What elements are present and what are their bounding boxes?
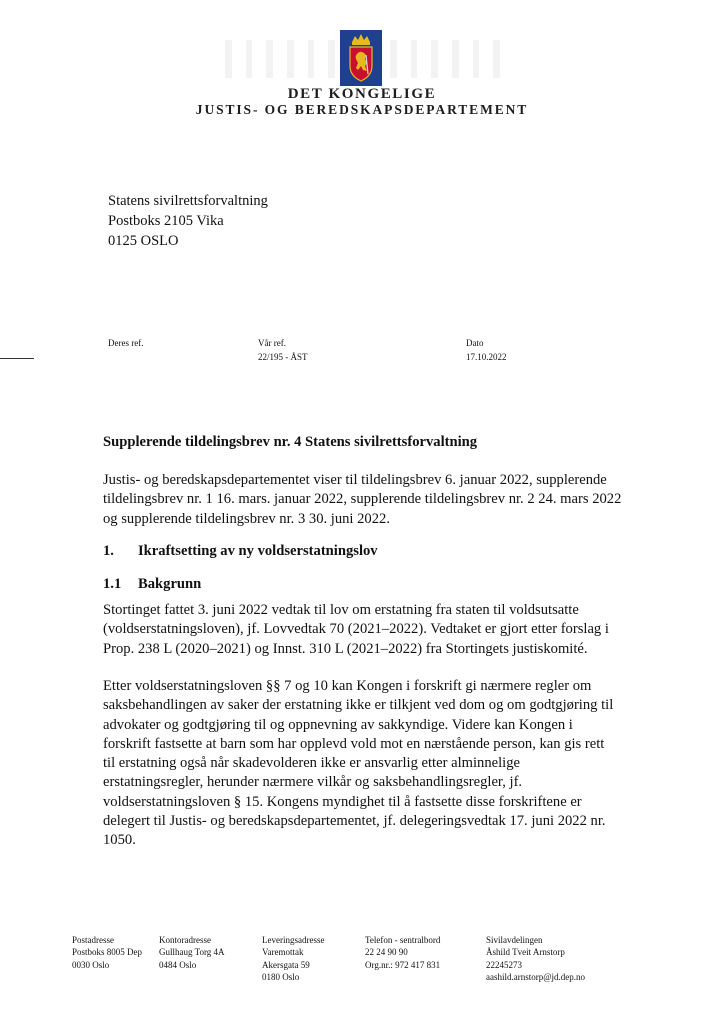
section-title: Ikraftsetting av ny voldserstatningslov <box>138 543 378 559</box>
text-line: 1050. <box>103 832 136 849</box>
footer-line: Postboks 8005 Dep <box>72 947 143 958</box>
footer-phone <box>365 934 440 971</box>
recipient-name: Statens sivilrettsforvaltning <box>108 193 268 209</box>
letter-subject: Supplerende tildelingsbrev nr. 4 Statens sivilrettsforvaltning <box>103 434 478 450</box>
recipient-po-box: Postboks 2105 Vika <box>108 213 224 229</box>
footer-line: 22245273 <box>486 959 522 970</box>
your-reference <box>108 336 143 350</box>
department-heading-line1: DET KONGELIGE <box>287 86 437 102</box>
footer-line: Postadresse <box>72 935 114 945</box>
footer-line: 0484 Oslo <box>159 959 197 970</box>
text-line: advokater og godtgjøring til og oppnevning av sakkyndige. Videre kan Kongen i <box>103 716 573 733</box>
footer-line: Akersgata 59 <box>262 959 310 970</box>
footer-line: Telefon - sentralbord <box>365 935 441 945</box>
footer-line: Åshild Tveit Arnstorp <box>486 947 565 958</box>
text-line: erstatningsregler, herunder nærmere vilkår og saksbehandlingsregler, jf. <box>103 774 523 791</box>
coat-of-arms-icon <box>340 30 382 86</box>
our-ref-label: Vår ref. <box>258 338 286 348</box>
date-value: 17.10.2022 <box>466 352 507 362</box>
footer-line: Kontoradresse <box>159 935 211 945</box>
your-ref-label: Deres ref. <box>108 338 144 348</box>
footer-contact <box>486 934 585 983</box>
text-line: (voldserstatningsloven), jf. Lovvedtak 70 (2021–2022). Vedtaket er gjort etter forslag i <box>103 621 609 638</box>
text-line: saksbehandlingen av saker der erstatning ikke er tilkjent ved dom og om godtgjøring til <box>103 697 614 714</box>
section-number: 1.1 <box>103 576 122 592</box>
department-heading-line2: JUSTIS- OG BEREDSKAPSDEPARTEMENT <box>195 102 529 117</box>
our-ref-value: 22/195 - ÅST <box>258 352 308 362</box>
text-line: Etter voldserstatningsloven §§ 7 og 10 kan Kongen i forskrift gi nærmere regler om <box>103 678 592 694</box>
footer-line: 0180 Oslo <box>262 971 300 982</box>
text-line: og supplerende tildelingsbrev nr. 3 30. juni 2022. <box>103 510 390 527</box>
footer-delivery-address <box>262 934 324 983</box>
text-line: Prop. 238 L (2020–2021) og Innst. 310 L (2021–2022) fra Stortingets justiskomité. <box>103 640 588 657</box>
footer-office-address <box>159 934 225 971</box>
date-label: Dato <box>466 338 484 348</box>
text-line: Stortinget fattet 3. juni 2022 vedtak til lov om erstatning fra staten til voldsutsatte <box>103 602 579 618</box>
footer-line: Gullhaug Torg 4A <box>159 947 225 958</box>
text-line: delegert til Justis- og beredskapsdepartementet, jf. delegeringsvedtak 17. juni 2022 nr. <box>103 813 606 830</box>
letter-date <box>466 336 507 364</box>
footer-line: Org.nr.: 972 417 831 <box>365 959 441 970</box>
footer-postal-address <box>72 934 142 971</box>
footer-email[interactable]: aashild.arnstorp@jd.dep.no <box>486 971 586 982</box>
recipient-city: 0125 OSLO <box>108 233 179 249</box>
fold-mark <box>0 358 34 359</box>
our-reference <box>258 336 308 364</box>
text-line: voldserstatningsloven § 15. Kongens myndighet til å fastsette disse forskriftene er <box>103 793 582 810</box>
footer-line: 22 24 90 90 <box>365 947 408 958</box>
section-number: 1. <box>103 543 114 559</box>
recipient-address <box>108 191 268 251</box>
footer-line: Sivilavdelingen <box>486 935 543 945</box>
text-line: tildelingsbrev nr. 1 16. mars. januar 2022, supplerende tildelingsbrev nr. 2 24. mars 2022 <box>103 491 622 508</box>
text-line: til erstatning også når skadevolderen ikke er ansvarlig etter alminnelige <box>103 755 520 772</box>
section-1-heading <box>103 543 378 560</box>
text-line: forskrift fastsette at barn som har opplevd vold mot en nærstående person, kan gis rett <box>103 735 605 752</box>
footer-line: 0030 Oslo <box>72 959 110 970</box>
intro-paragraph <box>103 471 663 529</box>
background-paragraph-2 <box>103 677 663 851</box>
footer-line: Leveringsadresse <box>262 935 325 945</box>
text-line: Justis- og beredskapsdepartementet viser til tildelingsbrev 6. januar 2022, supplerende <box>103 472 607 488</box>
background-paragraph-1 <box>103 601 663 659</box>
section-1-1-heading <box>103 576 201 593</box>
footer-line: Varemottak <box>262 947 304 958</box>
section-title: Bakgrunn <box>138 576 202 592</box>
